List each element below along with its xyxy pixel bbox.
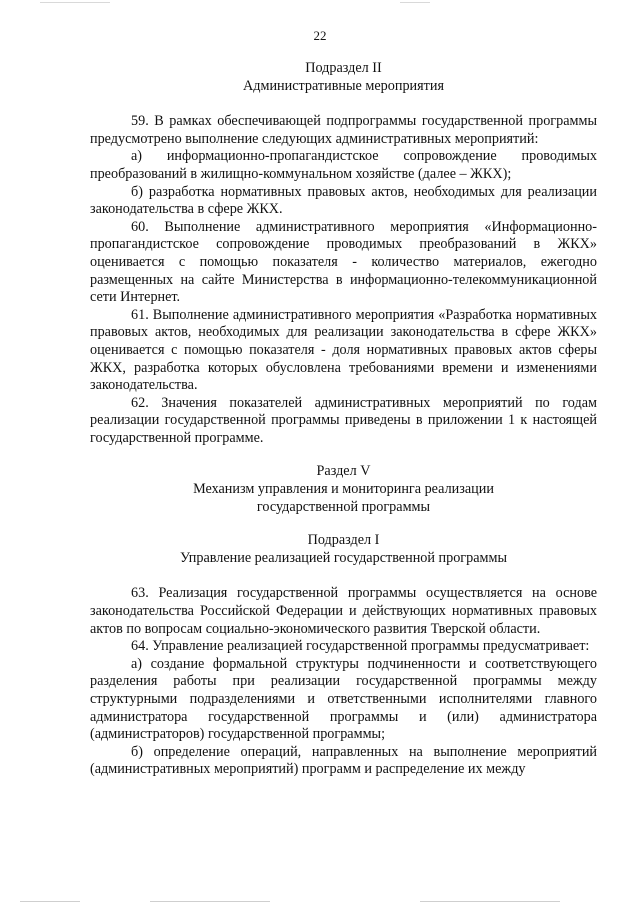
section-title-line1: Механизм управления и мониторинга реализации	[193, 481, 494, 498]
scan-edge-line	[400, 2, 430, 3]
scan-edge-line	[420, 901, 560, 902]
paragraph-59: 59. В рамках обеспечивающей подпрограммы государственной программы предусмотрено выполнение следующих административных мероприятий:	[90, 113, 597, 147]
scan-edge-line	[20, 901, 80, 902]
paragraph-64a: а) создание формальной структуры подчиненности и соответствующего разделения работы при реализации государственной программы между структурными подразделениями и ответственными исполнителями главного администратора государственной программы и (или) администратора (администраторов) государственной программы;	[90, 655, 597, 743]
paragraph-59a: а) информационно-пропагандистское сопровождение проводимых преобразований в жилищно-коммунальном хозяйстве (далее – ЖКХ);	[90, 148, 597, 182]
paragraph-60: 60. Выполнение административного мероприятия «Информационно-пропагандистское сопровождение проводимых преобразований в ЖКХ» оценивается с помощью показателя - количество материалов, ежегодно размещенных на сайте Министерства в информационно-телекоммуникационной сети Интернет.	[90, 218, 597, 306]
paragraph-62: 62. Значения показателей административных мероприятий по годам реализации государственной программы приведены в приложении 1 к настоящей государственной программе.	[90, 394, 597, 446]
paragraph-61: 61. Выполнение административного мероприятия «Разработка нормативных правовых актов, необходимых для реализации законодательства в сфере ЖКХ» оценивается с помощью показателя - доля нормативных правовых актов сферы ЖКХ, разработка которых обусловлена требованиями времени и изменениями законодательства.	[90, 306, 597, 394]
subsection-label: Подраздел II	[305, 60, 382, 76]
spacer	[90, 567, 597, 585]
scan-edge-line	[40, 2, 110, 3]
spacer	[90, 516, 597, 532]
page-number: 22	[313, 28, 327, 43]
subsection-title: Управление реализацией государственной программы	[179, 549, 508, 566]
document-body	[90, 60, 597, 779]
subsection-title: Административные мероприятия	[243, 77, 444, 94]
section-title-line2: государственной программы	[256, 498, 431, 515]
paragraph-64: 64. Управление реализацией государственной программы предусматривает:	[131, 638, 590, 655]
paragraph-63: 63. Реализация государственной программы осуществляется на основе законодательства Российской Федерации и действующих нормативных правовых актов по вопросам социально-экономического развития Тверской области.	[90, 585, 597, 637]
scan-edge-line	[150, 901, 270, 902]
section-label: Раздел V	[316, 463, 371, 480]
spacer	[90, 447, 597, 463]
spacer	[90, 95, 597, 113]
paragraph-59b: б) разработка нормативных правовых актов, необходимых для реализации законодательства в сфере ЖКХ.	[90, 183, 597, 218]
subsection-label: Подраздел I	[307, 532, 380, 549]
paragraph-64b: б) определение операций, направленных на выполнение мероприятий (административных мероприятий) программ и распределение их между	[90, 743, 597, 778]
